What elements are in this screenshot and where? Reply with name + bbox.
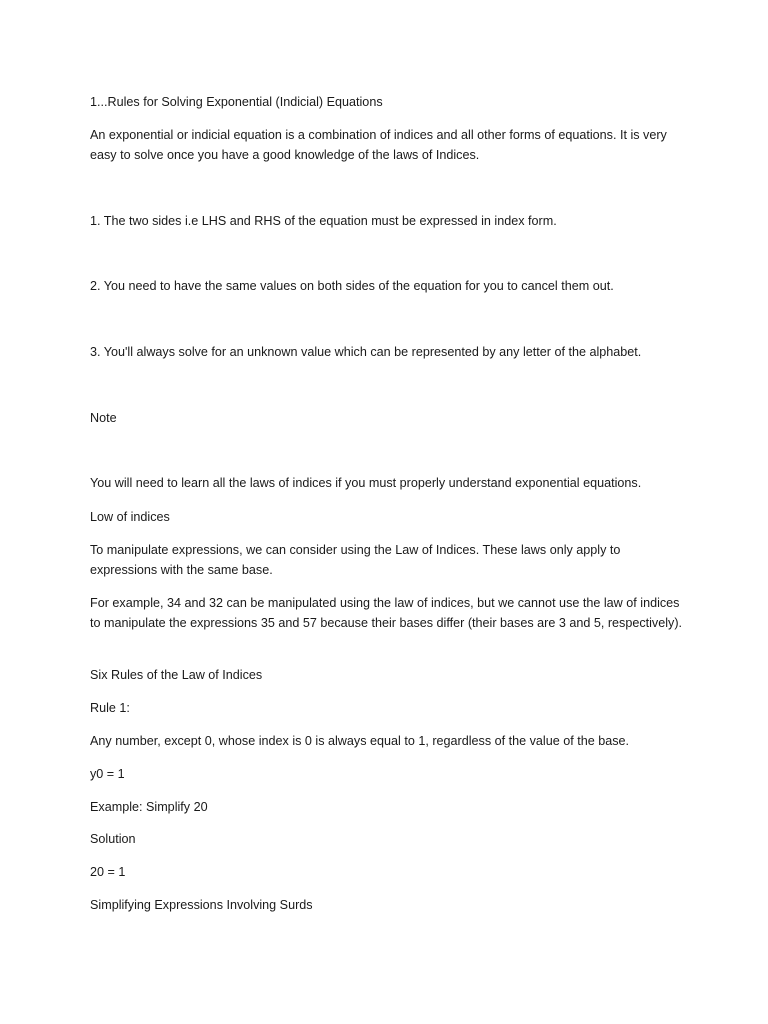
example-label: Example: Simplify 20 — [90, 800, 208, 814]
rule1-text: Any number, except 0, whose index is 0 is always equal to 1, regardless of the value of the base. — [90, 734, 630, 748]
law-heading: Low of indices — [90, 510, 170, 524]
intro-paragraph: An exponential or indicial equation is a combination of indices and all other forms of equations. It is very easy to solve once you have a good knowledge of the laws of Indices. — [90, 128, 667, 162]
rule-item-2: 2. You need to have the same values on both sides of the equation for you to cancel them out. — [90, 279, 614, 293]
rule1-formula: y0 = 1 — [90, 767, 125, 781]
next-section-heading: Simplifying Expressions Involving Surds — [90, 898, 313, 912]
six-rules-heading: Six Rules of the Law of Indices — [90, 668, 263, 682]
rule-item-3: 3. You'll always solve for an unknown value which can be represented by any letter of the alphabet. — [90, 345, 642, 359]
rule1-heading: Rule 1: — [90, 701, 130, 715]
note-text: You will need to learn all the laws of indices if you must properly understand exponential equations. — [90, 476, 642, 490]
document-title: 1...Rules for Solving Exponential (Indicial) Equations — [90, 95, 383, 109]
solution-value: 20 = 1 — [90, 865, 126, 879]
law-intro-paragraph: To manipulate expressions, we can consider using the Law of Indices. These laws only apply to expressions with the same base. — [90, 543, 621, 577]
note-heading: Note — [90, 411, 117, 425]
solution-label: Solution — [90, 832, 136, 846]
rule-item-1: 1. The two sides i.e LHS and RHS of the equation must be expressed in index form. — [90, 214, 557, 228]
law-example-paragraph: For example, 34 and 32 can be manipulated using the law of indices, but we cannot use the law of indices to manipulate the expressions 35 and 57 because their bases differ (their bases are 3 and 5, respectively). — [90, 596, 683, 630]
